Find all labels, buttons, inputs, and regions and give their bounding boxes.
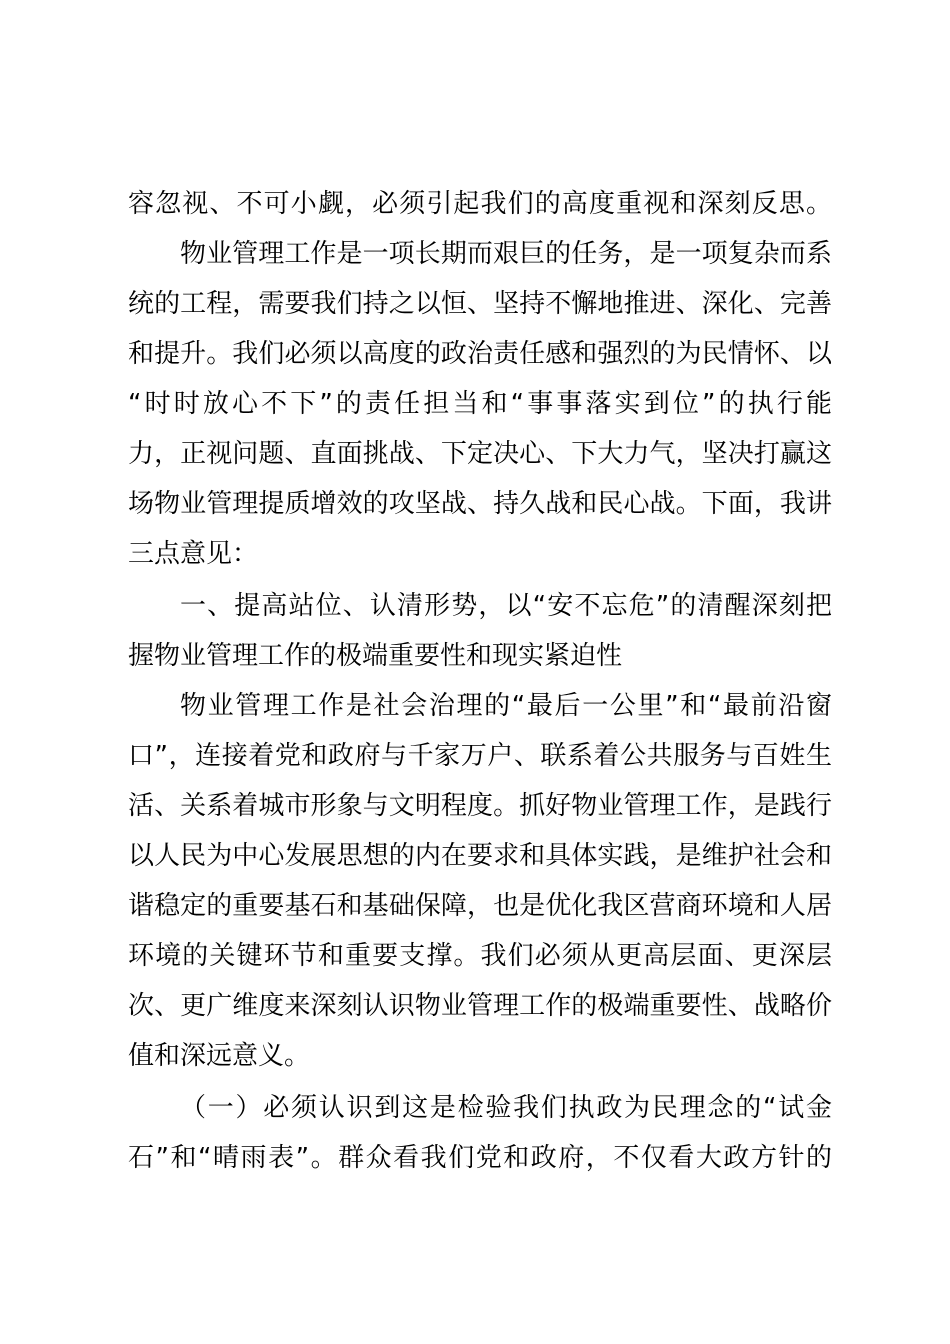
- section-heading-line: 一、提高站位、认清形势，以“安不忘危”的清醒深刻把: [180, 591, 832, 621]
- text-line: 口”，连接着党和政府与千家万户、联系着公共服务与百姓生: [128, 741, 832, 771]
- text-line: 统的工程，需要我们持之以恒、坚持不懈地推进、深化、完善: [128, 289, 832, 319]
- text-line: 三点意见：: [128, 539, 259, 569]
- text-line: 活、关系着城市形象与文明程度。抓好物业管理工作，是践行: [128, 791, 832, 821]
- text-line: 以人民为中心发展思想的内在要求和具体实践，是维护社会和: [128, 841, 832, 871]
- text-line: 物业管理工作是一项长期而艰巨的任务，是一项复杂而系: [180, 239, 832, 269]
- text-line: 石”和“晴雨表”。群众看我们党和政府，不仅看大政方针的: [128, 1143, 832, 1173]
- text-line: 谐稳定的重要基石和基础保障，也是优化我区营商环境和人居: [128, 891, 832, 921]
- section-heading-line: 握物业管理工作的极端重要性和现实紧迫性: [128, 641, 623, 671]
- text-line: 物业管理工作是社会治理的“最后一公里”和“最前沿窗: [180, 691, 832, 721]
- text-line: 值和深远意义。: [128, 1041, 311, 1071]
- text-line: “时时放心不下”的责任担当和“事事落实到位”的执行能: [128, 389, 832, 419]
- text-line: 环境的关键环节和重要支撑。我们必须从更高层面、更深层: [128, 941, 832, 971]
- text-line: 力，正视问题、直面挑战、下定决心、下大力气，坚决打赢这: [128, 439, 832, 469]
- subsection-heading-line: （一）必须认识到这是检验我们执政为民理念的“试金: [180, 1093, 832, 1123]
- text-line: 容忽视、不可小觑，必须引起我们的高度重视和深刻反思。: [128, 189, 832, 219]
- text-line: 次、更广维度来深刻认识物业管理工作的极端重要性、战略价: [128, 991, 832, 1021]
- text-line: 场物业管理提质增效的攻坚战、持久战和民心战。下面，我讲: [128, 489, 832, 519]
- text-line: 和提升。我们必须以高度的政治责任感和强烈的为民情怀、以: [128, 339, 832, 369]
